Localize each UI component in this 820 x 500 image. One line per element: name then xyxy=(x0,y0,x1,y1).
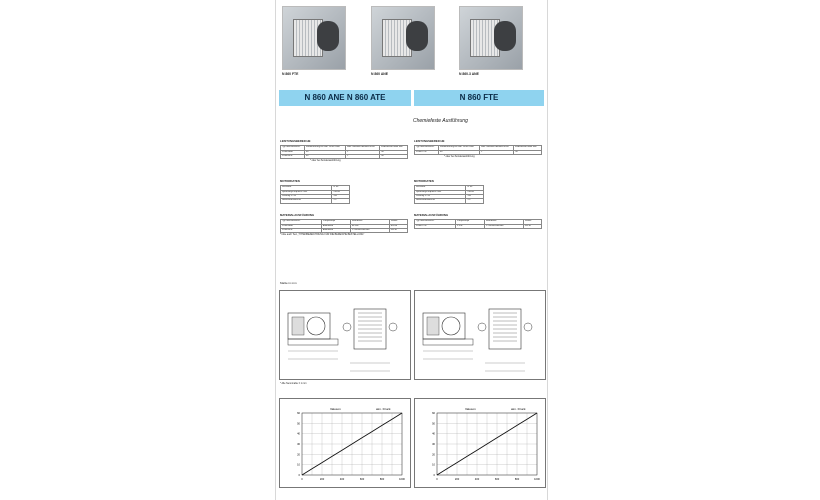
pump-motor xyxy=(494,21,516,51)
cell: N 860 ANE xyxy=(281,150,305,154)
y-tick-label: 20 xyxy=(432,453,435,457)
cell: Typ und Bestell-Nr. xyxy=(281,146,305,150)
perf-note: * oder bei Sonderausführung xyxy=(444,154,475,158)
cell: Pumpenkopf xyxy=(321,220,350,224)
cell: Endvakuum mbar abs. xyxy=(380,146,408,150)
performance-chart-left xyxy=(279,398,411,488)
cell: N 860 ANE xyxy=(281,224,322,228)
cell: FFPM xyxy=(389,228,407,232)
cell: 60 xyxy=(304,154,345,158)
x-tick-label: 800 xyxy=(379,478,385,481)
pump-photo-2 xyxy=(371,6,435,70)
cell: Nennstromstärke A xyxy=(415,199,466,203)
y-tick-label: 50 xyxy=(432,422,435,426)
x-tick-label: 600 xyxy=(494,478,500,481)
dimension-drawing-left xyxy=(279,290,411,380)
cell: Spannung/Frequenz V/Hz xyxy=(281,190,332,194)
cell: 1.3 xyxy=(332,199,350,203)
y-tick-label: 0 xyxy=(298,474,300,477)
drawing-label: Maße in mm xyxy=(280,281,297,285)
drawing-note: * Alle Nennmaße ± 1 mm xyxy=(280,382,307,385)
x-tick-label: 1000 xyxy=(534,478,540,481)
material-note: * bitte auch Text „TYPENBEZEICHNUNG FÜR DIE BEREICHE BESTELLUNG" xyxy=(280,233,365,237)
pump-motor xyxy=(317,21,339,51)
perf-table-right xyxy=(414,140,542,158)
cell: IP 44 xyxy=(466,186,484,190)
x-tick-label: 0 xyxy=(301,478,303,481)
header-left: N 860 ANE N 860 ATE xyxy=(279,90,411,106)
pump-photo-3 xyxy=(459,6,523,70)
cell: Typ und Bestell-Nr. xyxy=(281,220,322,224)
cell: 1 xyxy=(346,150,380,154)
x-tick-label: 800 xyxy=(514,478,520,481)
cell: Typ und Bestell-Nr. xyxy=(415,220,456,224)
photo-caption-3: N 860.3 ANE xyxy=(459,72,479,76)
cell: Aluminium xyxy=(321,228,350,232)
material-title: MATERIALAUSFÜHRUNG xyxy=(280,213,315,217)
cell: Ventile xyxy=(389,220,407,224)
cell: 1 xyxy=(480,150,514,154)
pump-photo-1 xyxy=(282,6,346,70)
x-tick-label: 400 xyxy=(474,478,480,481)
x-tick-label: 0 xyxy=(436,478,438,481)
motor-title: MOTORDATEN xyxy=(414,179,434,183)
cell: Schutzart xyxy=(415,186,466,190)
cell: PTFE xyxy=(455,224,484,228)
chart-label-atm: atm. Druck xyxy=(376,407,391,411)
cell: 150 xyxy=(332,194,350,198)
cell: PTFE-beschichtet xyxy=(484,224,523,228)
cell: EPDM xyxy=(350,224,389,228)
cell: Typ und Bestell-Nr. xyxy=(415,146,439,150)
y-tick-label: 30 xyxy=(297,443,300,446)
cell: 90 xyxy=(380,154,408,158)
cell: N 860 ATE xyxy=(281,228,322,232)
performance-chart-right xyxy=(414,398,546,488)
cell: Nennstromstärke A xyxy=(281,199,332,203)
cell: 90 xyxy=(514,150,542,154)
motor-table-left xyxy=(280,180,350,204)
perf-title: LEISTUNGSBEREICHE xyxy=(414,139,445,143)
x-tick-label: 600 xyxy=(359,478,365,481)
cell: Förderleistung bei atm. Druck l/min xyxy=(304,146,345,150)
cell: FFPM xyxy=(523,224,541,228)
perf-title: LEISTUNGSBEREICHE xyxy=(280,139,311,143)
subtitle: Chemiefeste Ausführung xyxy=(413,118,468,124)
x-tick-label: 200 xyxy=(319,478,325,481)
perf-table-left xyxy=(280,140,408,163)
motor-title: MOTORDATEN xyxy=(280,179,300,183)
cell: N 860 ATE xyxy=(281,154,305,158)
cell: Aluminium xyxy=(321,224,350,228)
material-table-right xyxy=(414,214,542,229)
chart-label-atm: atm. Druck xyxy=(511,407,526,411)
cell: Leistung P1 W xyxy=(415,194,466,198)
datasheet-page xyxy=(275,0,548,500)
chart-label-vakuum: Vakuum xyxy=(465,407,476,411)
pump-motor xyxy=(406,21,428,51)
x-tick-label: 1000 xyxy=(399,478,405,481)
cell: Leistung P1 W xyxy=(281,194,332,198)
material-title: MATERIALAUSFÜHRUNG xyxy=(414,213,449,217)
photo-caption-2: N 860 ANE xyxy=(371,72,389,76)
cell: Pumpenkopf xyxy=(455,220,484,224)
cell: Schutzart xyxy=(281,186,332,190)
chart-label-vakuum: Vakuum xyxy=(330,407,341,411)
y-tick-label: 60 xyxy=(432,412,435,415)
cell: N 860 FTE xyxy=(415,224,456,228)
drawing-svg xyxy=(415,291,545,379)
cell: Max. Betriebs-überdruck bar xyxy=(346,146,380,150)
y-tick-label: 40 xyxy=(297,432,300,436)
motor-table-right xyxy=(414,180,484,204)
y-tick-label: 50 xyxy=(297,422,300,426)
y-tick-label: 10 xyxy=(432,463,435,467)
cell: 60 xyxy=(304,150,345,154)
cell: 230/50 xyxy=(466,190,484,194)
cell: N 860 FTE xyxy=(415,150,439,154)
cell: Membrane xyxy=(350,220,389,224)
cell: EPDM xyxy=(389,224,407,228)
cell: Endvakuum mbar abs. xyxy=(514,146,542,150)
cell: 1.3 xyxy=(466,199,484,203)
cell: Spannung/Frequenz V/Hz xyxy=(415,190,466,194)
cell: Ventile xyxy=(523,220,541,224)
cell: 1 xyxy=(346,154,380,158)
y-tick-label: 40 xyxy=(432,432,435,436)
x-tick-label: 400 xyxy=(339,478,345,481)
dimension-drawing-right xyxy=(414,290,546,380)
chart-svg xyxy=(280,399,410,487)
x-tick-label: 200 xyxy=(454,478,460,481)
cell: 150 xyxy=(466,194,484,198)
material-table-left xyxy=(280,214,408,237)
cell: 90 xyxy=(380,150,408,154)
header-right: N 860 FTE xyxy=(414,90,544,106)
cell: 230/50 xyxy=(332,190,350,194)
y-tick-label: 10 xyxy=(297,463,300,467)
y-tick-label: 30 xyxy=(432,443,435,446)
drawing-svg xyxy=(280,291,410,379)
y-tick-label: 0 xyxy=(433,474,435,477)
photo-caption-1: N 860 FTE xyxy=(282,72,299,76)
chart-svg xyxy=(415,399,545,487)
cell: Max. Betriebs-überdruck bar xyxy=(480,146,514,150)
cell: PTFE-beschichtet xyxy=(350,228,389,232)
cell: Förderleistung bei atm. Druck l/min xyxy=(438,146,479,150)
y-tick-label: 60 xyxy=(297,412,300,415)
cell: Membrane xyxy=(484,220,523,224)
y-tick-label: 20 xyxy=(297,453,300,457)
cell: 60 xyxy=(438,150,479,154)
cell: IP 44 xyxy=(332,186,350,190)
perf-note: * oder bei Sonderausführung xyxy=(310,159,341,163)
